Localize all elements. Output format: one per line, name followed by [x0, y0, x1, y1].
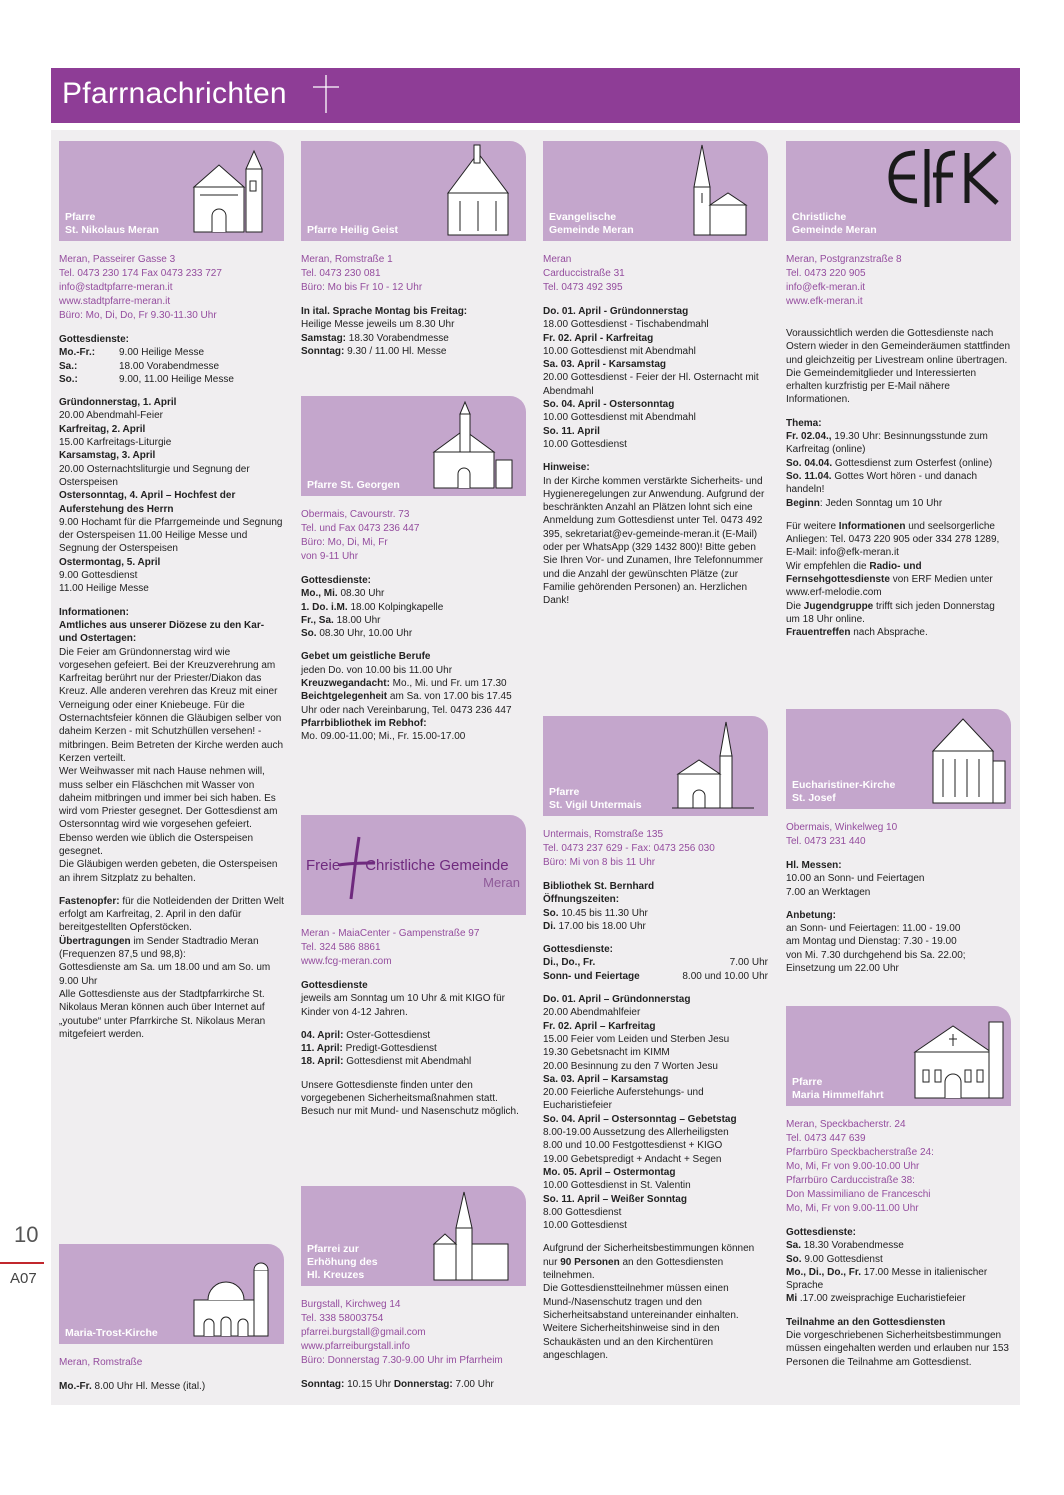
column-2-st-georgen	[301, 396, 526, 744]
column-4-eucharistiner	[786, 709, 1011, 975]
schedule-text: Gottesdienste: Mo.-Fr.: 9.00 Heilige Messe Sa.: 18.00 Vorabendmesse So.: 9.00, 11.00 Heilige Messe Gründonnerstag, 1. April 20.00 Abendmahl-Feier Karfreitag, 2. April 15.00 Karfreitags-Liturgie Karsamstag, 3. April 20.00 Osternachtsliturgie und Segnung der Osterspeisen Ostersonntag, 4. April – Hochfest der Auferstehung des Herrn 9.00 Hochamt für die Pfarrgemeinde und Segnung der Osterspeisen 11.00 Heilige Messe und Segnung der Osterspeisen Ostermontag, 5. April 9.00 Gottesdienst 11.00 Heilige Messe Informationen: Amtliches aus unserer Diözese zu den Kar- und Ostertagen: Die Feier am Gründonnerstag wird wie vorgesehen gefeiert. Bei der Kreuzverehrung am Karfreitag berührt nur der Priester/Diakon das Kreuz. Alle anderen verehren das Kreuz mit einer Verneigung oder einer Kniebeuge. Für die Osternachtsfeier können die Gläubigen selber von daheim Kerzen - mit Schutzhüllen versehen! - mitbringen. Beim Betreten der Kirche werden auch Kerzen verteilt. Wer Weihwasser mit nach Hause nehmen will, muss selber ein Fläschchen mit Wasser von daheim mitbringen und immer bei sich haben. Es wird vom Priester gesegnet. Der Gottesdienst am Ostersonntag wird wie vorgesehen gefeiert. Ebenso werden wie üblich die Osterspeisen gesegnet. Die Gläubigen werden gebeten, die Osterspeisen an ihrem Sitzplatz zu behalten. Fastenopfer: für die Notleidenden der Dritten Welt erfolgt am Karfreitag, 2. April in den dafür bereitgestellten Opferstöcken. Übertragungen im Sender Stadtradio Meran (Frequenzen 87,5 und 98,8): Gottesdienste am Sa. um 18.00 und am So. um 9.00 Uhr Alle Gottesdienste aus der Stadtpfarrkirche St. Nikolaus Meran können auch über Internet auf „youtube“ unter Pfarrkirche St. Nikolaus Meran mitgefeiert werden.	[59, 334, 284, 1040]
cross-icon	[311, 73, 341, 115]
page-code: A07	[10, 1270, 37, 1287]
schedule-text: Gottesdienste jeweils am Sonntag um 10 Uhr & mit KIGO für Kinder von 4-12 Jahren. 04. April: Oster-Gottesdienst 11. April: Predigt-Gottesdienst 18. April: Gottesdienst mit Abendmahl Unsere Gottesdienste finden unter den vorgegebenen Sicherheitsmaßnahmen statt. Besuch nur mit Mund- und Nasenschutz möglich.	[301, 980, 519, 1118]
church-header-maria-himmelfahrt	[786, 1006, 1011, 1106]
church-name: Christliche Gemeinde Meran	[792, 211, 877, 236]
schedule-text: Sonntag: 10.15 Uhr Donnerstag: 7.00 Uhr	[301, 1379, 494, 1390]
column-3-st-vigil	[543, 716, 768, 1362]
contact-block: Obermais, Winkelweg 10 Tel. 0473 231 440	[786, 822, 898, 847]
email-link[interactable]: pfarrei.burgstall@gmail.com	[301, 1327, 426, 1338]
contact-block: Obermais, Cavourstr. 73 Tel. und Fax 0473 236 447 Büro: Mo, Di, Mi, Fr von 9-11 Uhr	[301, 509, 420, 562]
website-link[interactable]: www.stadtpfarre-meran.it	[59, 296, 171, 307]
website-link[interactable]: www.efk-meran.it	[786, 296, 863, 307]
fcg-logo-text: Freie Christliche Gemeinde	[306, 857, 509, 874]
church-name: Pfarrei zur Erhöhung des Hl. Kreuzes	[307, 1243, 378, 1281]
church-maria-trost-icon	[188, 1254, 278, 1339]
church-eucharistiner-icon	[927, 713, 1007, 805]
contact-block: Meran Carduccistraße 31 Tel. 0473 492 395	[543, 254, 625, 293]
column-1	[59, 141, 284, 1041]
contact-block: Meran - MaiaCenter - Gampenstraße 97 Tel. 324 586 8861 www.fcg-meran.com	[301, 927, 526, 969]
church-st-georgen-icon	[426, 400, 516, 492]
church-name: Pfarre St. Vigil Untermais	[549, 786, 642, 811]
church-name: Pfarre Heilig Geist	[307, 224, 399, 236]
fcg-logo-header	[301, 815, 526, 915]
page-title: Pfarrnachrichten	[62, 77, 287, 110]
church-name: Pfarre St. Nikolaus Meran	[65, 211, 159, 236]
church-header-st-nikolaus	[59, 141, 284, 241]
column-4	[786, 141, 1011, 640]
contact-block: Untermais, Romstraße 135 Tel. 0473 237 629 - Fax: 0473 256 030 Büro: Mi von 8 bis 11 Uhr	[543, 829, 715, 868]
website-link[interactable]: www.pfarreiburgstall.info	[301, 1341, 410, 1352]
church-header-maria-trost	[59, 1244, 284, 1344]
church-name: Eucharistiner-Kirche St. Josef	[792, 779, 896, 804]
church-name: Evangelische Gemeinde Meran	[549, 211, 634, 236]
efk-logo-icon	[885, 147, 1003, 207]
church-header-st-georgen	[301, 396, 526, 496]
church-name: Pfarre Maria Himmelfahrt	[792, 1076, 884, 1101]
schedule-text: In ital. Sprache Montag bis Freitag: Heilige Messe jeweils um 8.30 Uhr Samstag: 18.30 Vorabendmesse Sonntag: 9.30 / 11.00 Hl. Messe	[301, 306, 468, 357]
contact-block: Burgstall, Kirchweg 14 Tel. 338 58003754 pfarrei.burgstall@gmail.com www.pfarreiburgstall.info Büro: Donnerstag 7.30-9.00 Uhr im Pfarrheim	[301, 1298, 526, 1368]
page-rule	[0, 1262, 44, 1264]
church-name: Maria-Trost-Kirche	[65, 1327, 158, 1339]
contact-block: Meran, Romstraße	[59, 1357, 143, 1368]
schedule-text: Do. 01. April - Gründonnerstag 18.00 Gottesdienst - Tischabendmahl Fr. 02. April - Karfreitag 10.00 Gottesdienst mit Abendmahl Sa. 03. April - Karsamstag 20.00 Gottesdienst - Feier der Hl. Osternacht mit Abendmahl So. 04. April - Ostersonntag 10.00 Gottesdienst mit Abendmahl So. 11. April 10.00 Gottesdienst Hinweise: In der Kirche kommen verstärkte Sicherheits- und Hygieneregelungen zur Anwendung. Aufgrund der beschränkten Anzahl an Plätzen lohnt sich eine Anmeldung zum Gottesdienst unter Tel. 0473 492 395, sekretariat@ev-gemeinde-meran.it (E-Mail) oder per WhatsApp (329 1432 800)! Bitte geben Sie Ihren Vor- und Zunamen, Ihre Telefonnummer und die Anzahl der gewünschten Plätze (zur Familie gehörenden Personen) an. Herzlichen Dank!	[543, 306, 765, 607]
church-header-heilig-geist	[301, 141, 526, 241]
column-2-fcg	[301, 815, 526, 1119]
church-st-vigil-icon	[668, 720, 758, 812]
contact-block: Meran, Speckbacherstr. 24 Tel. 0473 447 639 Pfarrbüro Speckbacherstraße 24: Mo, Mi, Fr von 9.00-10.00 Uhr Pfarrbüro Carduccistraße 38: Don Massimiliano de Franceschi Mo, Mi, Fr von 9.00-11.00 Uhr	[786, 1119, 934, 1214]
column-2	[301, 141, 526, 358]
church-name: Pfarre St. Georgen	[307, 479, 400, 491]
church-maria-himmelfahrt-icon	[905, 1012, 1005, 1102]
column-2-hl-kreuz	[301, 1186, 526, 1391]
contact-block: Meran, Romstraße 1 Tel. 0473 230 081 Büro: Mo bis Fr 10 - 12 Uhr	[301, 254, 423, 293]
church-header-hl-kreuz	[301, 1186, 526, 1286]
efk-logo-header	[786, 141, 1011, 241]
schedule-text: Gottesdienste: Mo., Mi. 08.30 Uhr 1. Do. i.M. 18.00 Kolpingkapelle Fr., Sa. 18.00 Uhr So. 08.30 Uhr, 10.00 Uhr Gebet um geistliche Berufe jeden Do. von 10.00 bis 11.00 Uhr Kreuzwegandacht: Mo., Mi. und Fr. um 17.30 Beichtgelegenheit am Sa. von 17.00 bis 17.45 Uhr oder nach Vereinbarung, Tel. 0473 236 447 Pfarrbibliothek im Rebhof: Mo. 09.00-11.00; Mi., Fr. 15.00-17.00	[301, 575, 512, 743]
page-number: 10	[14, 1222, 39, 1247]
column-3	[543, 141, 768, 608]
schedule-text: Gottesdienste: Sa. 18.30 Vorabendmesse So. 9.00 Gottesdienst Mo., Di., Do., Fr. 17.00 Messe in italienischer Sprache Mi .17.00 zweisprachige Eucharistiefeier Teilnahme an den Gottesdiensten Die vorgeschriebenen Sicherheitsbestimmungen müssen eingehalten werden und erlauben nur 153 Personen die Teilnahme am Gottesdienst.	[786, 1227, 1009, 1368]
church-header-evangelische	[543, 141, 768, 241]
email-link[interactable]: info@efk-meran.it	[786, 282, 866, 293]
header-banner	[51, 68, 1020, 123]
fcg-logo-sub: Meran	[483, 875, 520, 890]
church-st-nikolaus-icon	[186, 147, 276, 237]
schedule-text: Voraussichtlich werden die Gottesdienste nach Ostern wieder in den Gemeinderäumen stattfinden und gleichzeitig per Livestream online übertragen. Die Gemeindemitglieder und Interessierten erhalten kurzfristig per E-Mail nähere Informationen. Thema: Fr. 02.04., 19.30 Uhr: Besinnungsstunde zum Karfreitag (online) So. 04.04. Gottesdienst zum Osterfest (online) So. 11.04. Gottes Wort hören - und danach handeln! Beginn: Jeden Sonntag um 10 Uhr Für weitere Informationen und seelsorgerliche Anliegen: Tel. 0473 220 905 oder 334 278 1289, E-Mail: info@efk-meran.it Wir empfehlen die Radio- und Fernsehgottesdienste von ERF Medien unter www.erf-melodie.com Die Jugendgruppe trifft sich jeden Donnerstag um 18 Uhr online. Frauentreffen nach Absprache.	[786, 328, 1011, 639]
church-evangelische-icon	[682, 143, 752, 239]
column-1-maria-trost	[59, 1244, 284, 1393]
schedule-text: Bibliothek St. Bernhard Öffnungszeiten: So. 10.45 bis 11.30 Uhr Di. 17.00 bis 18.00 Uhr Gottesdienste: Di., Do., Fr. 7.00 Uhr Sonn- und Feiertage 8.00 und 10.00 Uhr Do. 01. April – Gründonnerstag 20.00 Abendmahlfeier Fr. 02. April – Karfreitag 15.00 Feier vom Leiden und Sterben Jesu 19.30 Gebetsnacht im KIMM 20.00 Besinnung zu den 7 Worten Jesu Sa. 03. April – Karsamstag 20.00 Feierliche Auferstehungs- und Eucharistiefeier So. 04. April – Ostersonntag – Gebetstag 8.00-19.00 Aussetzung des Allerheiligsten 8.00 und 10.00 Festgottesdienst + KIGO 19.00 Gebetspredigt + Andacht + Segen Mo. 05. April – Ostermontag 10.00 Gottesdienst in St. Valentin So. 11. April – Weißer Sonntag 8.00 Gottesdienst 10.00 Gottesdienst Aufgrund der Sicherheitsbestimmungen können nur 90 Personen an den Gottesdiensten teilnehmen. Die Gottesdienstteilnehmer müssen einen Mund-/Nasenschutz tragen und den Sicherheitsabstand untereinander einhalten. Weitere Sicherheitshinweise sind in den Schaukästen und an den Kirchentüren angeschlagen.	[543, 881, 768, 1361]
contact-block: Meran, Postgranzstraße 8 Tel. 0473 220 905 info@efk-meran.it www.efk-meran.it	[786, 253, 1011, 309]
contact-block: Meran, Passeirer Gasse 3 Tel. 0473 230 174 Fax 0473 233 727 info@stadtpfarre-meran.it www.stadtpfarre-meran.it Büro: Mo, Di, Do, Fr 9.30-11.30 Uhr	[59, 253, 284, 323]
schedule-text: Mo.-Fr. 8.00 Uhr Hl. Messe (ital.)	[59, 1381, 206, 1392]
church-heilig-geist-icon	[438, 143, 518, 238]
church-hl-kreuz-icon	[426, 1188, 516, 1284]
church-header-st-vigil	[543, 716, 768, 816]
church-header-eucharistiner	[786, 709, 1011, 809]
column-4-maria-himmelfahrt	[786, 1006, 1011, 1369]
email-link[interactable]: info@stadtpfarre-meran.it	[59, 282, 173, 293]
schedule-text: Hl. Messen: 10.00 an Sonn- und Feiertagen 7.00 an Werktagen Anbetung: an Sonn- und Feiertagen: 11.00 - 19.00 am Montag und Dienstag: 7.30 - 19.00 von Mi. 7.30 durchgehend bis Sa. 22.00; Einsetzung um 22.00 Uhr	[786, 860, 966, 975]
website-link[interactable]: www.fcg-meran.com	[301, 956, 392, 967]
